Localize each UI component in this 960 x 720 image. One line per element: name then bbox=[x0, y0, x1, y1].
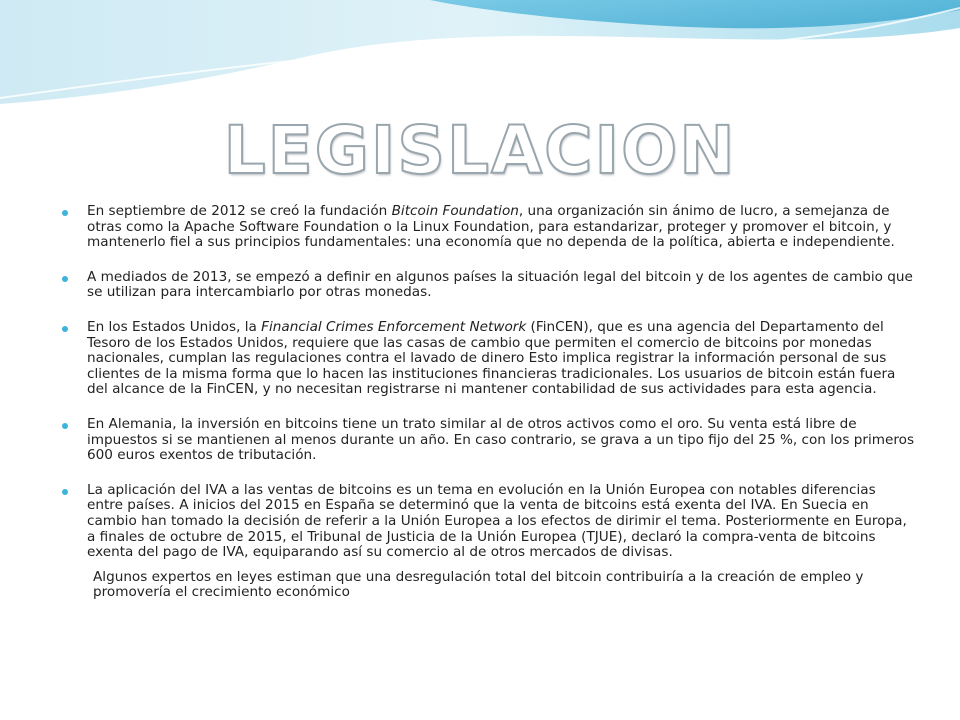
slide-content bbox=[60, 204, 915, 601]
bullet-icon bbox=[62, 326, 68, 332]
header-wave-decoration bbox=[0, 0, 960, 110]
bullet-icon bbox=[62, 423, 68, 429]
bullet-icon bbox=[62, 489, 68, 495]
bullet-icon bbox=[62, 210, 68, 216]
bullet-text: A mediados de 2013, se empezó a definir en algunos países la situación legal del bitcoin y de los agentes de cambio que se utilizan para intercambiarlo por otras monedas. bbox=[87, 268, 913, 301]
bullet-item bbox=[60, 204, 915, 251]
bullet-text: En Alemania, la inversión en bitcoins tiene un trato similar al de otros activos como el oro. Su venta está libre de impuestos si se mantienen al menos durante un año. En caso contrario, se grava a un tipo fijo del 25 %, con los primeros 600 euros exentos de tributación. bbox=[87, 415, 915, 464]
bullet-icon bbox=[62, 276, 68, 282]
bullet-text: La aplicación del IVA a las ventas de bitcoins es un tema en evolución en la Unión Europea con notables diferencias entre países. A inicios del 2015 en España se determinó que la venta de bitcoins está exenta del IVA. En Suecia en cambio han tomado la decisión de referir a la Unión Europea a los efectos de dirimir el tema. Posteriormente en Europa, a finales de octubre de 2015, el Tribunal de Justicia de la Unión Europea (TJUE), declaró la compra-venta de bitcoins exenta del pago de IVA, equiparando así su comercio al de otros mercados de divisas. bbox=[87, 481, 907, 561]
bullet-text: En los Estados Unidos, la Financial Crimes Enforcement Network (FinCEN), que es una agencia del Departamento del Tesoro de los Estados Unidos, requiere que las casas de cambio que permiten el comercio de bitcoins por monedas nacionales, cumplan las regulaciones contra el lavado de dinero Esto implica registrar la información personal de sus clientes de la misma forma que lo hacen las instituciones financieras tradicionales. Los usuarios de bitcoin están fuera del alcance de la FinCEN, y no necesitan registrarse ni mantener contabilidad de sus actividades para esta agencia. bbox=[87, 318, 896, 398]
bullet-item bbox=[60, 270, 915, 301]
bullet-text: En septiembre de 2012 se creó la fundación Bitcoin Foundation, una organización sin ánimo de lucro, a semejanza de otras como la Apache Software Foundation o la Linux Foundation, para estandarizar, proteger y promover el bitcoin, y mantenerlo fiel a sus principios fundamentales: una economía que no dependa de la política, abierta e independiente. bbox=[87, 203, 895, 251]
slide-title: LEGISLACION bbox=[223, 112, 737, 189]
bullet-item bbox=[60, 320, 915, 398]
bullet-item bbox=[60, 417, 915, 464]
continuation-text: Algunos expertos en leyes estiman que una desregulación total del bitcoin contribuiría a la creación de empleo y promovería el crecimiento económico bbox=[93, 568, 864, 601]
bullet-item bbox=[60, 483, 915, 561]
